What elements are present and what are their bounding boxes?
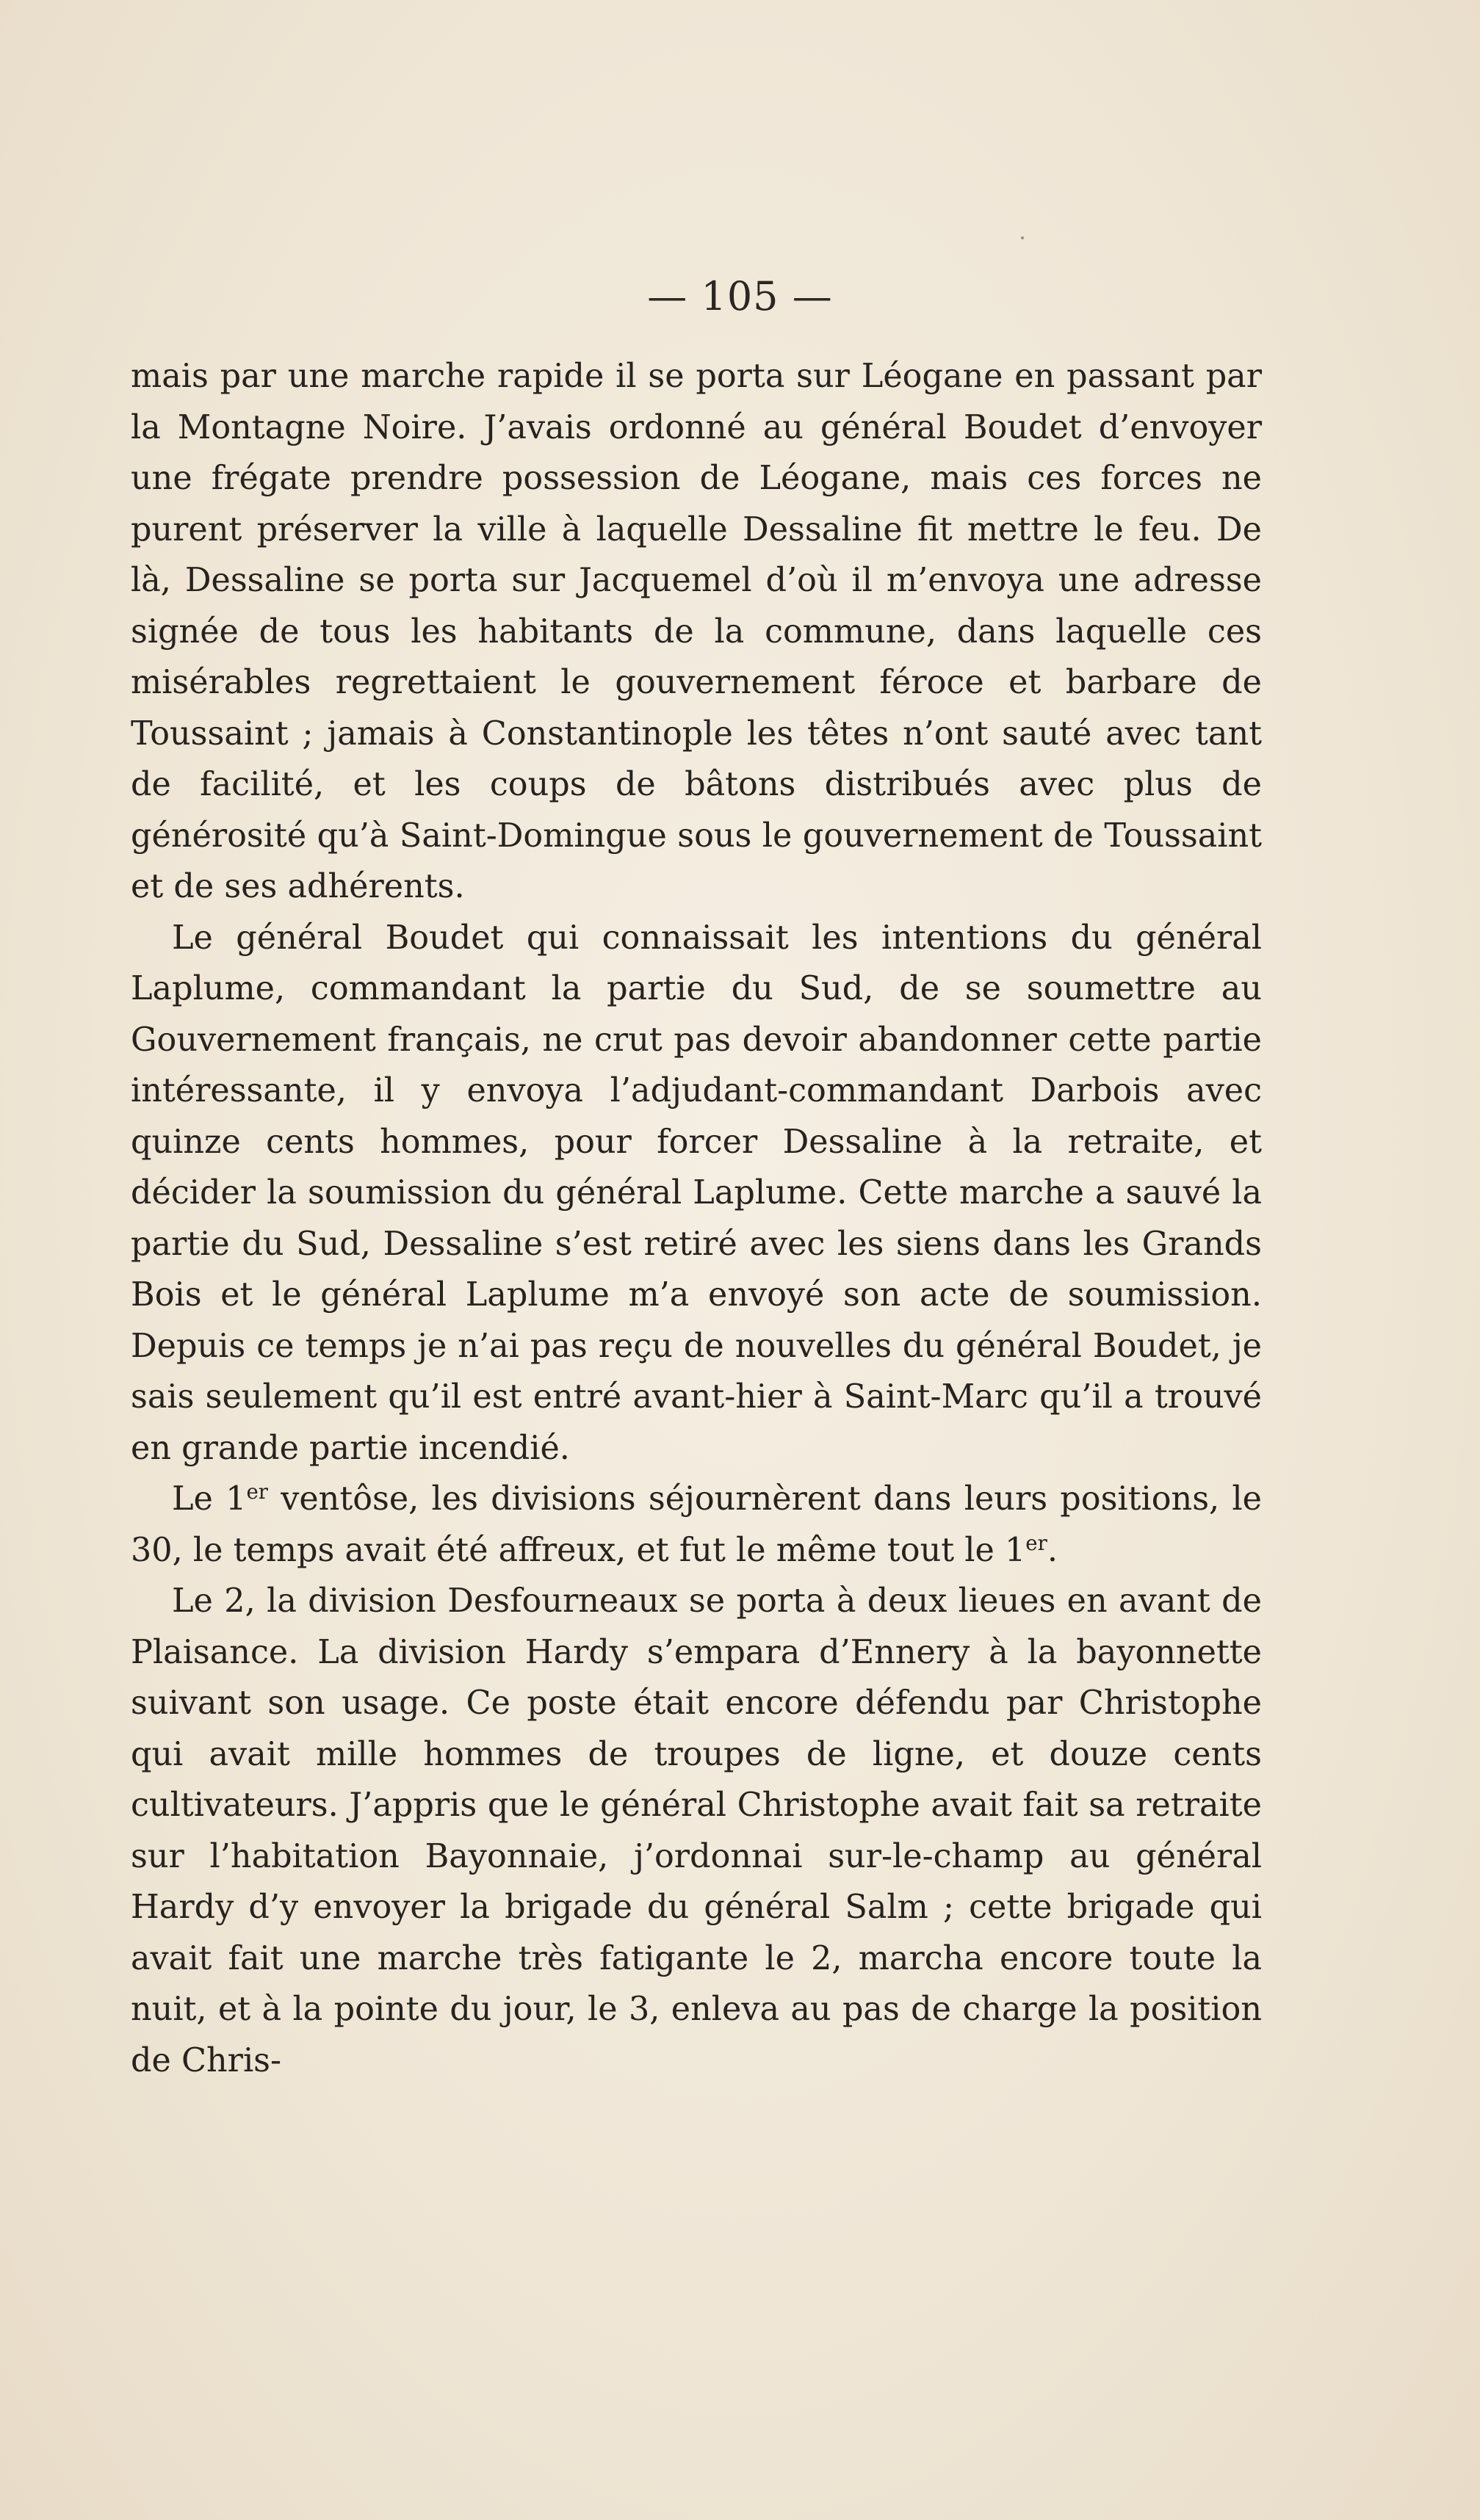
paragraph-4: Le 2, la division Desfourneaux se porta à deux lieues en avant de Plaisance. La division Hardy s’empara d’Ennery à la bayonnette suivant son usage. Ce poste était encore défendu par Christophe qui avait mille hommes de troupes de ligne, et douze cents cultivateurs. J’appris que le général Christophe avait fait sa retraite sur l’habitation Bayonnaie, j’ordonnai sur-le-champ au général Hardy d’y envoyer la brigade du général Salm ; cette brigade qui avait fait une marche très fatigante le 2, marcha encore toute la nuit, et à la pointe du jour, le 3, enleva au pas de charge la position de Chris-	[131, 1582, 1262, 2079]
paragraph-3-part-b: ventôse, les divisions séjournèrent dans leurs positions, le 30, le temps avait été affreux, et fut le même tout le 1	[131, 1480, 1262, 1569]
paragraph-2: Le général Boudet qui connaissait les intentions du général Laplume, commandant la partie du Sud, de se soumettre au Gouvernement français, ne crut pas devoir abandonner cette partie intéressante, il y envoya l’adjudant-commandant Darbois avec quinze cents hommes, pour forcer Dessaline à la retraite, et décider la soumission du général Laplume. Cette marche a sauvé la partie du Sud, Dessaline s’est retiré avec les siens dans les Grands Bois et le général Laplume m’a envoyé son acte de soumission. Depuis ce temps je n’ai pas reçu de nouvelles du général Boudet, je sais seulement qu’il est entré avant-hier à Saint-Marc qu’il a trouvé en grande partie incendié.	[131, 919, 1262, 1467]
paragraph-1: mais par une marche rapide il se porta sur Léogane en passant par la Montagne Noire. J’avais ordonné au général Boudet d’envoyer une frégate prendre possession de Léogane, mais ces forces ne purent préserver la ville à laquelle Dessaline fit mettre le feu. De là, Dessaline se porta sur Jacquemel d’où il m’envoya une adresse signée de tous les habitants de la commune, dans laquelle ces misérables regrettaient le gouvernement féroce et barbare de Toussaint ; jamais à Constantinople les têtes n’ont sauté avec tant de facilité, et les coups de bâtons distribués avec plus de générosité qu’à Saint-Domingue sous le gouvernement de Toussaint et de ses adhérents.	[131, 358, 1262, 905]
paragraph-3-part-c: .	[1047, 1531, 1058, 1569]
paper-speck	[1021, 236, 1024, 239]
superscript-er: er	[1025, 1530, 1047, 1555]
superscript-er: er	[246, 1479, 268, 1504]
body-text	[131, 351, 1262, 2086]
paragraph-3	[131, 1474, 1262, 1576]
paragraph-3-part-a: Le 1	[172, 1480, 247, 1518]
page-number: — 105 —	[647, 273, 833, 319]
